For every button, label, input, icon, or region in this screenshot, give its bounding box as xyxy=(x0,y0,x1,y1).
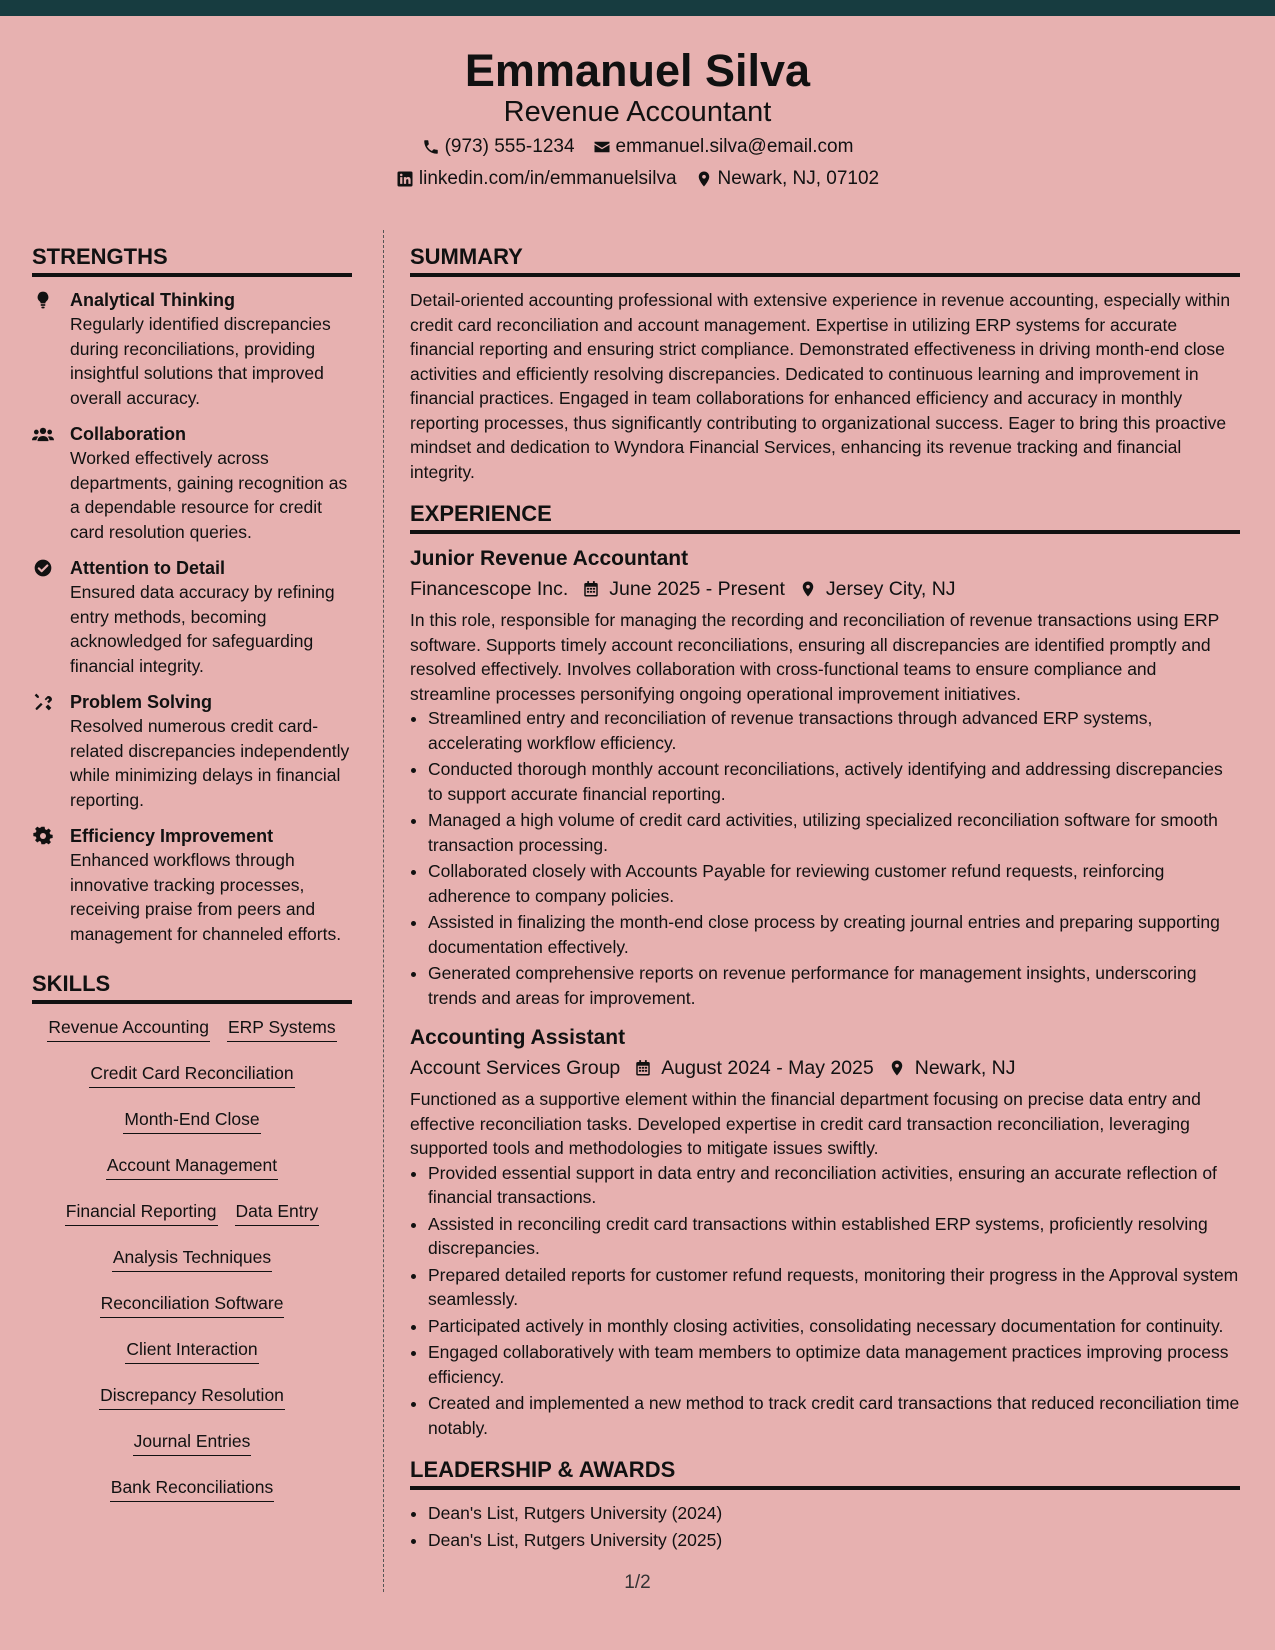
awards-list xyxy=(410,1501,1240,1552)
location-text: Newark, NJ, 07102 xyxy=(717,168,880,189)
lightbulb-icon xyxy=(32,290,54,310)
job-company: Account Services Group xyxy=(410,1057,621,1079)
job-bullet: • Streamlined entry and reconciliation of revenue transactions through advanced ERP systems, accelerating workflow efficiency. xyxy=(428,706,1240,755)
awards-heading: LEADERSHIP & AWARDS xyxy=(410,1456,1240,1490)
skill-tag: ERP Systems xyxy=(227,1015,337,1042)
job-bullet: • Provided essential support in data entry and reconciliation activities, ensuring an accurate reflection of financial transactions. xyxy=(428,1161,1240,1210)
skill-tag: Account Management xyxy=(106,1153,278,1180)
strength-description: Ensured data accuracy by refining entry methods, becoming acknowledged for safeguarding financial integrity. xyxy=(70,582,335,676)
job-bullet: • Assisted in finalizing the month-end close process by creating journal entries and preparing supporting documentation effectively. xyxy=(428,910,1240,959)
check-circle-icon xyxy=(32,558,54,578)
location-contact xyxy=(695,166,880,192)
job-bullets xyxy=(410,706,1240,1010)
strength-item xyxy=(32,690,352,812)
skill-tag: Reconciliation Software xyxy=(100,1291,285,1318)
strength-title: Problem Solving xyxy=(70,692,213,712)
strength-title: Collaboration xyxy=(70,424,186,444)
phone-contact xyxy=(422,134,575,160)
linkedin-icon xyxy=(396,170,414,188)
job-bullet: • Assisted in reconciling credit card transactions within established ERP systems, proficiently resolving discrepancies. xyxy=(428,1212,1240,1261)
job-description: In this role, responsible for managing the recording and reconciliation of revenue transactions using ERP software. Supports timely account reconciliations, ensuring all discrepancies are identified promptly and resolved effectively. Involves collaboration with cross-functional teams to ensure compliance and streamline processes personifying ongoing operational improvement initiatives. xyxy=(410,610,1220,704)
job-location: Newark, NJ xyxy=(914,1057,1016,1079)
strength-description: Worked effectively across departments, gaining recognition as a dependable resource for credit card resolution queries. xyxy=(70,448,348,542)
strength-description: Regularly identified discrepancies during reconciliations, providing insightful solutions that improved overall accuracy. xyxy=(70,314,331,408)
strengths-list xyxy=(32,288,352,946)
top-accent-bar xyxy=(0,0,1275,16)
job-bullet: • Participated actively in monthly closing activities, consolidating necessary documentation for continuity. xyxy=(428,1314,1240,1339)
strength-item xyxy=(32,288,352,410)
skill-tag: Discrepancy Resolution xyxy=(99,1383,285,1410)
job-bullet: • Generated comprehensive reports on revenue performance for management insights, underscoring trends and areas for improvement. xyxy=(428,961,1240,1010)
job-entry xyxy=(410,1024,1240,1440)
calendar-icon xyxy=(634,1059,652,1077)
job-title: Accounting Assistant xyxy=(410,1026,626,1049)
calendar-icon xyxy=(582,580,600,598)
skill-tag: Month-End Close xyxy=(123,1107,260,1134)
map-pin-icon xyxy=(888,1059,906,1077)
linkedin-contact[interactable] xyxy=(396,166,677,192)
map-pin-icon xyxy=(799,580,817,598)
linkedin-text[interactable]: linkedin.com/in/emmanuelsilva xyxy=(418,168,677,189)
strength-description: Resolved numerous credit card-related discrepancies independently while minimizing delays in financial reporting. xyxy=(70,716,350,810)
job-meta xyxy=(410,1055,1240,1081)
job-meta xyxy=(410,576,1240,602)
job-bullets xyxy=(410,1161,1240,1441)
job-location: Jersey City, NJ xyxy=(825,578,956,600)
candidate-title: Revenue Accountant xyxy=(503,96,772,128)
contact-line-1 xyxy=(0,134,1275,160)
skill-tag: Data Entry xyxy=(235,1199,320,1226)
strength-description: Enhanced workflows through innovative tracking processes, receiving praise from peers and management for channeled efforts. xyxy=(70,850,342,944)
job-company: Financescope Inc. xyxy=(410,578,569,600)
skill-tag: Journal Entries xyxy=(133,1429,252,1456)
job-bullet: • Prepared detailed reports for customer refund requests, monitoring their progress in the Approval system seamlessly. xyxy=(428,1263,1240,1312)
page-number: 1/2 xyxy=(624,1572,651,1593)
strengths-heading: STRENGTHS xyxy=(32,243,352,277)
tools-icon xyxy=(32,692,54,712)
skills-heading: SKILLS xyxy=(32,970,352,1004)
job-bullet: • Engaged collaboratively with team members to optimize data management practices improving process efficiency. xyxy=(428,1340,1240,1389)
resume-header xyxy=(0,16,1275,204)
skills-list xyxy=(32,1015,352,1521)
job-entry xyxy=(410,545,1240,1010)
job-bullet: • Collaborated closely with Accounts Payable for reviewing customer refund requests, reinforcing adherence to company policies. xyxy=(428,859,1240,908)
award-item: • Dean's List, Rutgers University (2024) xyxy=(428,1501,1240,1526)
job-title: Junior Revenue Accountant xyxy=(410,547,689,570)
job-bullet: • Created and implemented a new method to track credit card transactions that reduced reconciliation time notably. xyxy=(428,1391,1240,1440)
skill-tag: Credit Card Reconciliation xyxy=(89,1061,294,1088)
skill-tag: Revenue Accounting xyxy=(47,1015,210,1042)
users-icon xyxy=(32,424,54,444)
skill-tag: Client Interaction xyxy=(125,1337,258,1364)
strength-title: Efficiency Improvement xyxy=(70,826,274,846)
phone-text: (973) 555-1234 xyxy=(444,136,575,157)
column-divider xyxy=(383,230,384,1592)
map-pin-icon xyxy=(695,170,713,188)
right-column xyxy=(410,243,1240,1554)
email-contact[interactable] xyxy=(593,134,854,160)
job-dates: June 2025 - Present xyxy=(609,578,785,600)
phone-icon xyxy=(422,138,440,156)
job-bullet: • Managed a high volume of credit card activities, utilizing specialized reconciliation software for smooth transaction processing. xyxy=(428,808,1240,857)
gear-icon xyxy=(32,826,54,846)
contact-line-2 xyxy=(0,166,1275,192)
left-column xyxy=(32,243,352,1521)
skill-tag: Analysis Techniques xyxy=(112,1245,272,1272)
strength-item xyxy=(32,422,352,544)
strength-item xyxy=(32,556,352,678)
skill-tag: Financial Reporting xyxy=(65,1199,218,1226)
envelope-icon xyxy=(593,138,611,156)
strength-title: Analytical Thinking xyxy=(70,290,236,310)
award-item: • Dean's List, Rutgers University (2025) xyxy=(428,1528,1240,1553)
summary-text: Detail-oriented accounting professional with extensive experience in revenue accounting, especially within credit card reconciliation and account management. Expertise in utilizing ERP systems for accurate financial reporting and ensuring strict compliance. Demonstrated effectiveness in driving month-end close activities and efficiently resolving discrepancies. Dedicated to continuous learning and improvement in financial practices. Engaged in team collaborations for enhanced efficiency and accuracy in monthly reporting processes, thus significantly contributing to organizational success. Eager to bring this proactive mindset and dedication to Wyndora Financial Services, enhancing its revenue tracking and financial integrity. xyxy=(410,290,1231,482)
email-text[interactable]: emmanuel.silva@email.com xyxy=(615,136,854,157)
job-dates: August 2024 - May 2025 xyxy=(661,1057,874,1079)
skill-tag: Bank Reconciliations xyxy=(110,1475,274,1502)
strength-title: Attention to Detail xyxy=(70,558,225,578)
job-description: Functioned as a supportive element within the financial department focusing on precise data entry and effective reconciliation tasks. Developed expertise in credit card transaction reconciliation, leveraging supported tools and methodologies to mitigate issues swiftly. xyxy=(410,1089,1201,1158)
summary-heading: SUMMARY xyxy=(410,243,1240,277)
candidate-name: Emmanuel Silva xyxy=(464,45,811,96)
strength-item xyxy=(32,824,352,946)
experience-heading: EXPERIENCE xyxy=(410,500,1240,534)
job-bullet: • Conducted thorough monthly account reconciliations, actively identifying and addressing discrepancies to support accurate financial reporting. xyxy=(428,757,1240,806)
